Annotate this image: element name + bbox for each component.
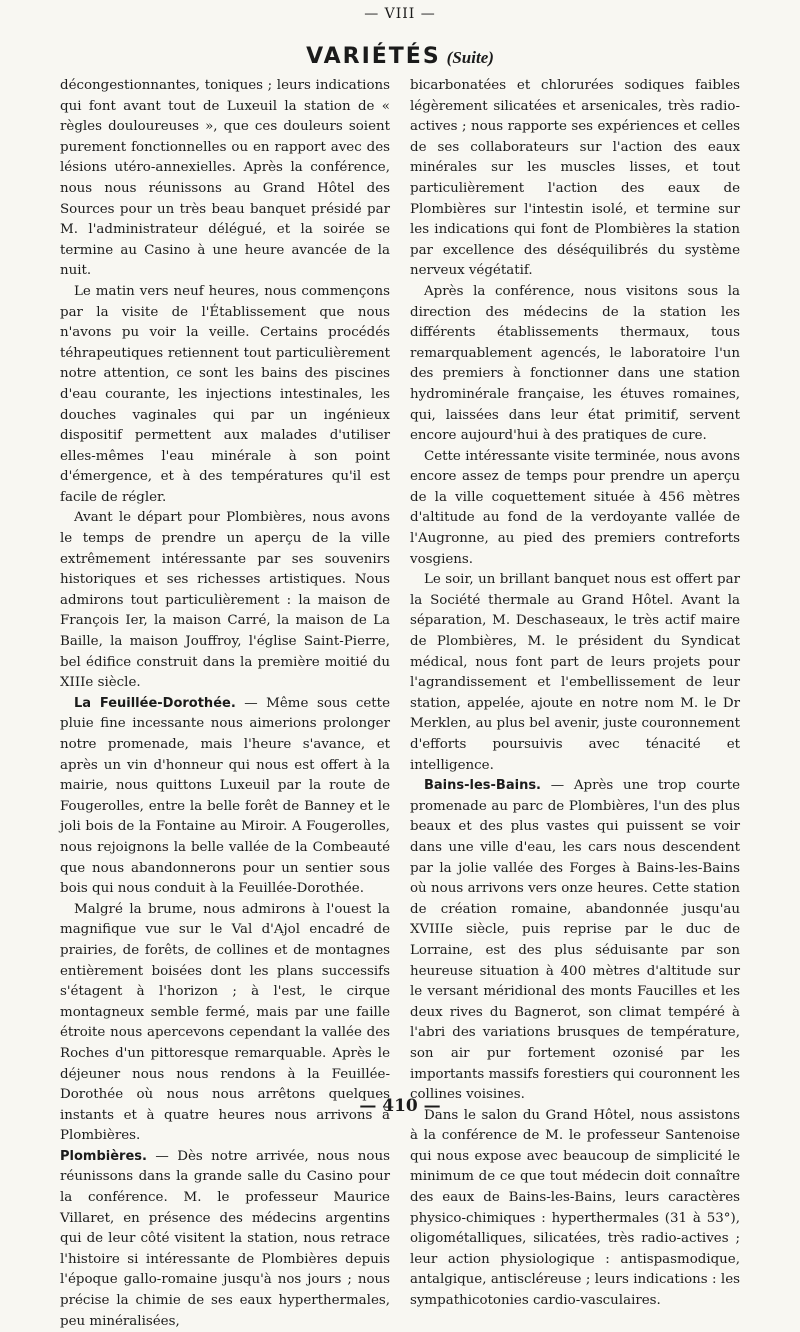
roman-page-number: — VIII — xyxy=(364,6,436,22)
paragraph-lead-heading: Plombières. xyxy=(60,1148,147,1164)
paragraph-lead-heading: Bains-les-Bains. xyxy=(424,778,541,794)
paragraph: Malgré la brume, nous admirons à l'ouest la magnifique vue sur le Val d'Ajol encadré de prairies, de forêts, de collines et de montagnes entièrement boisées dont les plans successifs s'étagent à l'horizon ; à l'est, le cirque montagneux semble fermé, mais par une faille étroite nous apercevons cependant la vallée des Roches d'un pittoresque remarquable. Après le déjeuner nous nous rendons à la Feuillée-Dorothée où nous nous arrêtons quelques instants et à quatre heures nous arrivons à Plombières. xyxy=(60,901,390,1144)
page-number: — 410 — xyxy=(359,1096,441,1116)
paragraph: Le soir, un brillant banquet nous est offert par la Société thermale au Grand Hôtel. Avant la séparation, M. Deschaseaux, le très actif maire de Plombières, M. le président du Syndicat médical, nous font part de leurs projets pour l'agrandissement et l'embellissement de leur station, appelée, ajoute en notre nom M. le Dr Merklen, au plus bel avenir, juste couronnement d'efforts poursuivis avec ténacité et intelligence. xyxy=(410,572,740,773)
paragraph-text: — Dès notre arrivée, nous nous réunissons dans la grande salle du Casino pour la conférence. M. le professeur Maurice Villaret, en présence des médecins argentins qui de leur côté visitent la station, nous retrace l'histoire si intéressante de Plombières depuis l'époque gallo-romaine jusqu'à nos jours ; nous précise la chimie de ses eaux hyperthermales, peu minéralisées, xyxy=(60,1148,390,1329)
paragraph: Avant le départ pour Plombières, nous avons le temps de prendre un aperçu de la ville extrêmement intéressante par ses souvenirs historiques et ses richesses artistiques. Nous admirons tout particulièrement : la maison de François Ier, la maison Carré, la maison de La Baille, la maison Jouffroy, l'église Saint-Pierre, bel édifice construit dans la première moitié du XIIIe siècle. xyxy=(60,510,390,691)
paragraph-text: — Même sous cette pluie fine incessante nous aimerions prolonger notre promenade, mais l'heure s'avance, et après un vin d'honneur qui nous est offert à la mairie, nous quittons Luxeuil par la route de Fougerolles, entre la belle forêt de Banney et le joli bois de la Fontaine au Miroir. A Fougerolles, nous rejoignons la belle vallée de la Combeauté que nous abandonnerons pour un sentier sous bois qui nous conduit à la Feuillée-Dorothée. xyxy=(60,695,390,897)
paragraph: Dans le salon du Grand Hôtel, nous assistons à la conférence de M. le professeur Santenoise qui nous expose avec beaucoup de simplicité le minimum de ce que tout médecin doit connaître des eaux de Bains-les-Bains, leurs caractères physico-chimiques : hyperthermales (31 à 53°), oligométalliques, silicatées, très radio-actives ; leur action physiologique : antispasmodique, antalgique, antiscléreuse ; leurs indications : les sympathicotonies cardio-vasculaires. xyxy=(410,1107,740,1309)
paragraph: Cette intéressante visite terminée, nous avons encore assez de temps pour prendre un aperçu de la ville coquettement située à 456 mètres d'altitude au fond de la verdoyante vallée de l'Augronne, au pied des premiers contreforts vosgiens. xyxy=(410,448,740,567)
section-title: VARIÉTÉS xyxy=(306,44,441,69)
paragraph: Le matin vers neuf heures, nous commençons par la visite de l'Établissement que nous n'avons pu voir la veille. Certains procédés téhrapeutiques retiennent tout particulièrement notre attention, ce sont les bains des piscines d'eau courante, les injections intestinales, les douches vaginales qui par un ingénieux dispositif permettent aux malades d'utiliser elles-mêmes l'eau minérale à son point d'émergence, et à des températures qu'il est facile de régler. xyxy=(60,283,390,505)
paragraph-bains-les-bains xyxy=(410,776,740,1106)
section-heading xyxy=(0,44,800,69)
paragraph: décongestionnantes, toniques ; leurs indications qui font avant tout de Luxeuil la station de « règles douloureuses », que ces douleurs soient purement fonctionnelles ou en rapport avec des lésions utéro-annexielles. Après la conférence, nous nous réunissons au Grand Hôtel des Sources pour un très beau banquet présidé par M. l'administrateur délégué, et la soirée se termine au Casino à une heure avancée de la nuit. xyxy=(60,78,390,279)
paragraph-la-feuillee xyxy=(60,694,390,900)
right-column xyxy=(410,76,740,1312)
section-suffix: (Suite) xyxy=(446,48,494,67)
paragraph-plombieres xyxy=(60,1147,390,1332)
paragraph: bicarbonatées et chlorurées sodiques faibles légèrement silicatées et arsenicales, très radio-actives ; nous rapporte ses expériences et celles de ses collaborateurs sur l'action des eaux minérales sur les muscles lisses, et tout particulièrement l'action des eaux de Plombières sur l'intestin isolé, et termine sur les indications qui font de Plombières la station par excellence des déséquilibrés du système nerveux végétatif. xyxy=(410,78,740,279)
paragraph: Après la conférence, nous visitons sous la direction des médecins de la station les différents établissements thermaux, tous remarquablement agencés, le laboratoire l'un des premiers à fonctionner dans une station hydrominérale française, les étuves romaines, qui, laissées dans leur état primitif, servent encore aujourd'hui à des pratiques de cure. xyxy=(410,283,740,444)
paragraph-lead-heading: La Feuillée-Dorothée. xyxy=(74,695,236,711)
paragraph-text: — Après une trop courte promenade au parc de Plombières, l'un des plus beaux et des plus vastes qui puissent se voir dans une ville d'eau, les cars nous descendent par la jolie vallée des Forges à Bains-les-Bains où nous arrivons vers onze heures. Cette station de création romaine, abandonnée jusqu'au XVIIIe siècle, puis reprise par le duc de Lorraine, est des plus séduisante par son heureuse situation à 400 mètres d'altitude sur le versant méridional des monts Faucilles et les deux rives du Bagnerot, son climat tempéré à l'abri des variations brusques de température, son air pur fortement ozonisé par les importants massifs forestiers qui couronnent les collines voisines. xyxy=(410,778,740,1103)
left-column xyxy=(60,76,390,1332)
